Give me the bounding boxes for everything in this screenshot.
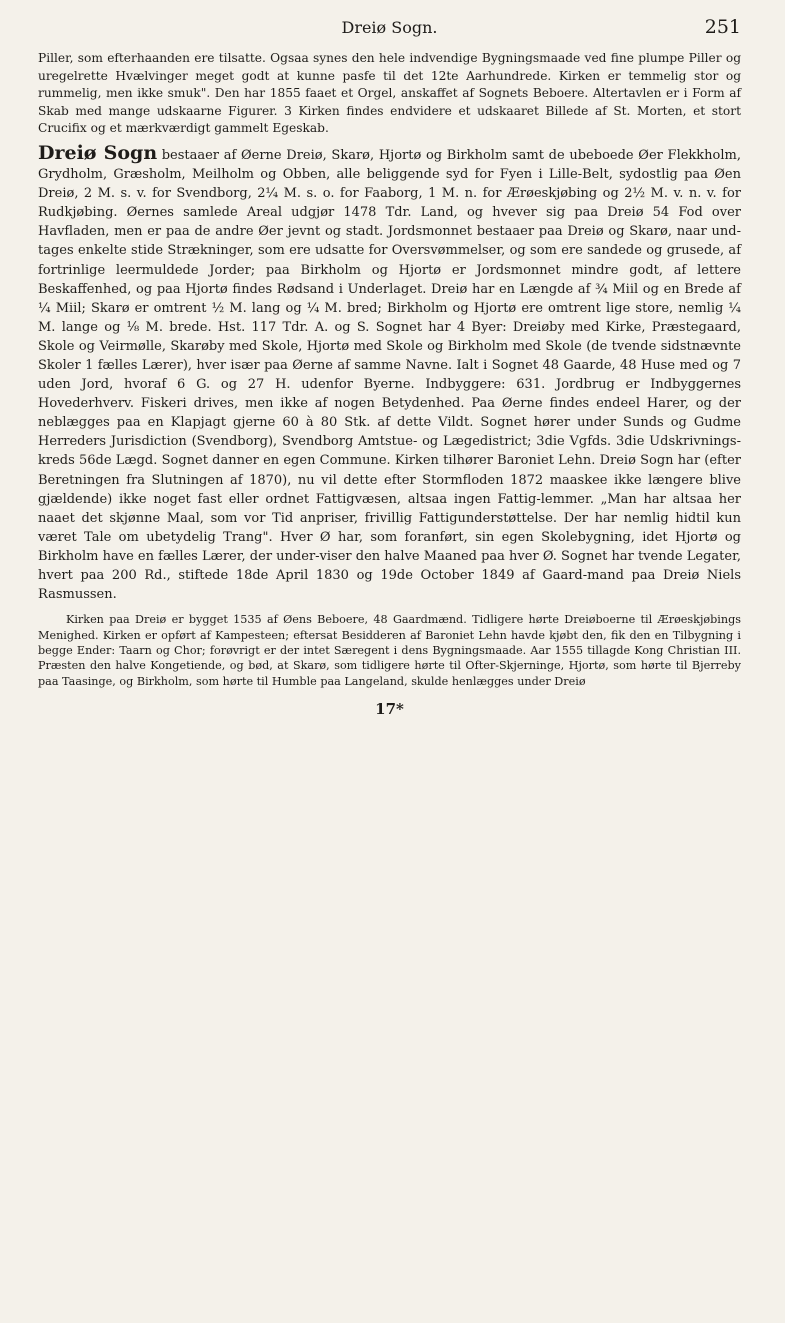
- sheet-signature: 17*: [375, 700, 404, 719]
- page-header: [38, 14, 741, 44]
- entry-paragraph: [38, 141, 741, 604]
- page-number: 251: [704, 16, 741, 38]
- running-head: Dreiø Sogn.: [341, 18, 438, 37]
- entry-body: bestaaer af Øerne Dreiø, Skarø, Hjortø og Birkholm samt de ubeboede Øer Flekkholm, Grydholm, Græsholm, Meilholm og Obben, alle beliggende syd for Fyen i Lille-Belt, sydostlig paa Øen Dreiø, 2 M. s. v. for Svendborg, 2¼ M. s. o. for Faaborg, 1 M. n. for Ærøeskjøbing og 2½ M. v. n. v. for Rudkjøbing. Øernes samlede Areal udgjør 1478 Tdr. Land, og hvever sig paa Dreiø 54 Fod over Havfladen, men er paa de andre Øer jevnt og stadt. Jordsmonnet bestaaer paa Dreiø og Skarø, naar und-tages enkelte stide Strækninger, som ere udsatte for Oversvømmelser, og som ere sandede og grusede, af fortrinlige leermuldede Jorder; paa Birkholm og Hjortø er Jordsmonnet mindre godt, af lettere Beskaffenhed, og paa Hjortø findes Rødsand i Underlaget. Dreiø har en Længde af ¾ Miil og en Brede af ¼ Miil; Skarø er omtrent ½ M. lang og ¼ M. bred; Birkholm og Hjortø ere omtrent lige store, nemlig ¼ M. lange og ⅛ M. brede. Hst. 117 Tdr. A. og S. Sognet har 4 Byer: Dreiøby med Kirke, Præstegaard, Skole og Veirmølle, Skarøby med Skole, Hjortø med Skole og Birkholm med Skole (de tvende sidstnævnte Skoler 1 fælles Lærer), hver især paa Øerne af samme Navne. Ialt i Sognet 48 Gaarde, 48 Huse med og 7 uden Jord, hvoraf 6 G. og 27 H. udenfor Byerne. Indbyggere: 631. Jordbrug er Indbyggernes Hovederhverv. Fiskeri drives, men ikke af nogen Betydenhed. Paa Øerne findes endeel Harer, og der neblægges paa en Klapjagt gjerne 60 à 80 Stk. af dette Vildt. Sognet hører under Sunds og Gudme Herreders Jurisdiction (Svendborg), Svendborg Amtstue- og Lægedistrict; 3die Vgfds. 3die Udskrivnings-kreds 56de Lægd. Sognet danner en egen Commune. Kirken tilhører Baroniet Lehn. Dreiø Sogn har (efter Beretningen fra Slutningen af 1870), nu vil dette efter Stormfloden 1872 maaskee ikke længere blive gjældende) ikke noget fast eller ordnet Fattigvæsen, altsaa ingen Fattig-lemmer. „Man har altsaa her naaet det skjønne Maal, som vor Tid anpriser, frivillig Fattigunderstøttelse. Der har nemlig hidtil kun været Tale om ubetydelig Trang". Hver Ø har, som foranført, sin egen Skolebygning, idet Hjortø og Birkholm have en fælles Lærer, der under-viser den halve Maaned paa hver Ø. Sognet har tvende Legater, hvert paa 200 Rd., stiftede 18de April 1830 og 19de October 1849 af Gaard-mand paa Dreiø Niels Rasmussen.: [38, 147, 741, 603]
- entry-heading: Dreiø Sogn: [38, 141, 158, 164]
- footnote-paragraph: Kirken paa Dreiø er bygget 1535 af Øens Beboere, 48 Gaardmænd. Tidligere hørte Dreiøboerne til Ærøeskjøbings Menighed. Kirken er opført af Kampesteen; eftersat Besidderen af Baroniet Lehn havde kjøbt den, fik den en Tilbygning i begge Ender: Taarn og Chor; forøvrigt er der intet Særegent i dens Bygningsmaade. Aar 1555 tillagde Kong Christian III. Præsten den halve Kongetiende, og bød, at Skarø, som tidligere hørte til Ofter-Skjerninge, Hjortø, som hørte til Bjerreby paa Taasinge, og Birkholm, som hørte til Humble paa Langeland, skulde henlægges under Dreiø: [38, 613, 741, 688]
- intro-paragraph: Piller, som efterhaanden ere tilsatte. Ogsaa synes den hele indvendige Bygningsmaade ved fine plumpe Piller og uregelrette Hvælvinger meget godt at kunne pasfe til det 12te Aarhundrede. Kirken er temmelig stor og rummelig, men ikke smuk". Den har 1855 faaet et Orgel, anskaffet af Sognets Beboere. Altertavlen er i Form af Skab med mange udskaarne Figurer. 3 Kirken findes endvidere et udskaaret Billede af St. Morten, et stort Crucifix og et mærkværdigt gammelt Egeskab.: [38, 51, 741, 136]
